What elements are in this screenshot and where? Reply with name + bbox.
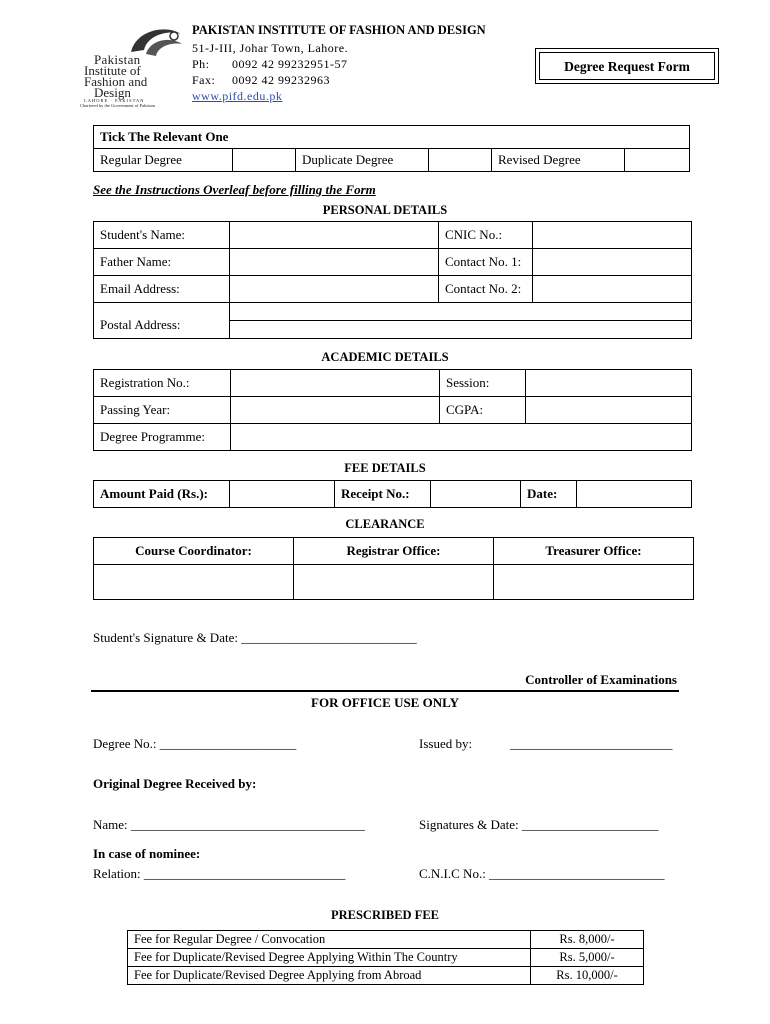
tick-title: Tick The Relevant One (94, 126, 690, 149)
postal-address-field-2[interactable] (230, 321, 692, 339)
issued-by-label: Issued by: (419, 736, 473, 751)
fee-details-title: FEE DETAILS (344, 461, 426, 475)
fax-label: Fax: (192, 73, 216, 87)
fee-amount: Rs. 8,000/- (531, 931, 644, 949)
degree-no-line[interactable]: Degree No.: _____________________ (93, 736, 297, 751)
registrar-office-header: Registrar Office: (294, 538, 494, 565)
contact2-field[interactable] (533, 276, 692, 303)
date-field[interactable] (577, 481, 692, 508)
logo-line5: LAHORE · PAKISTAN (84, 98, 145, 103)
institute-name: PAKISTAN INSTITUTE OF FASHION AND DESIGN (192, 23, 486, 37)
course-coordinator-sign[interactable] (94, 565, 294, 600)
website-link[interactable]: www.pifd.edu.pk (192, 89, 283, 103)
contact2-label: Contact No. 2: (439, 276, 533, 303)
form-title-box (535, 48, 719, 84)
fee-details-table (93, 480, 692, 508)
table-row (128, 949, 644, 967)
signatures-date-line[interactable]: Signatures & Date: _____________________ (419, 817, 659, 832)
logo-line2: Institute of (84, 63, 141, 78)
logo-line3: Fashion and (84, 74, 148, 89)
personal-details-title: PERSONAL DETAILS (322, 203, 448, 217)
date-label: Date: (521, 481, 577, 508)
issued-by-line[interactable]: _________________________ (510, 736, 673, 751)
fee-desc: Fee for Duplicate/Revised Degree Applying Within The Country (128, 949, 531, 967)
session-label: Session: (440, 370, 526, 397)
passing-year-field[interactable] (231, 397, 440, 424)
cnic-field[interactable] (533, 222, 692, 249)
registrar-office-sign[interactable] (294, 565, 494, 600)
student-signature-line[interactable]: Student's Signature & Date: ___________________________ (93, 630, 417, 645)
fee-desc: Fee for Regular Degree / Convocation (128, 931, 531, 949)
academic-details-title: ACADEMIC DETAILS (321, 350, 449, 364)
cgpa-label: CGPA: (440, 397, 526, 424)
father-name-label: Father Name: (94, 249, 230, 276)
session-field[interactable] (526, 370, 692, 397)
fee-amount: Rs. 10,000/- (531, 967, 644, 985)
divider-line (91, 690, 679, 692)
clearance-table (93, 537, 694, 600)
amount-label: Amount Paid (Rs.): (94, 481, 230, 508)
option-revised-checkbox[interactable] (625, 149, 690, 172)
logo-line4: Design (94, 85, 131, 100)
fee-amount: Rs. 5,000/- (531, 949, 644, 967)
logo-line6: Chartered by the Government of Pakistan (80, 103, 155, 108)
logo-line1: Pakistan (94, 52, 141, 67)
option-duplicate-checkbox[interactable] (429, 149, 492, 172)
phone-label: Ph: (192, 57, 210, 71)
treasurer-office-sign[interactable] (494, 565, 694, 600)
contact1-label: Contact No. 1: (439, 249, 533, 276)
cnic-line[interactable]: C.N.I.C No.: ___________________________ (419, 866, 665, 881)
registration-label: Registration No.: (94, 370, 231, 397)
relation-line[interactable]: Relation: _______________________________ (93, 866, 346, 881)
programme-field[interactable] (231, 424, 692, 451)
original-received-title: Original Degree Received by: (93, 776, 257, 791)
programme-label: Degree Programme: (94, 424, 231, 451)
phone-value: 0092 42 99232951-57 (232, 57, 348, 71)
form-title: Degree Request Form (539, 52, 715, 80)
clearance-title: CLEARANCE (345, 517, 425, 531)
email-label: Email Address: (94, 276, 230, 303)
controller-of-examinations: Controller of Examinations (525, 672, 677, 687)
contact1-field[interactable] (533, 249, 692, 276)
registration-field[interactable] (231, 370, 440, 397)
email-field[interactable] (230, 276, 439, 303)
name-line[interactable]: Name: ____________________________________ (93, 817, 365, 832)
option-regular-label: Regular Degree (94, 149, 233, 172)
postal-address-field-1[interactable] (230, 303, 692, 321)
cnic-label: CNIC No.: (439, 222, 533, 249)
table-row (128, 931, 644, 949)
amount-field[interactable] (230, 481, 335, 508)
cgpa-field[interactable] (526, 397, 692, 424)
receipt-field[interactable] (431, 481, 521, 508)
prescribed-fee-title: PRESCRIBED FEE (330, 908, 439, 922)
receipt-label: Receipt No.: (335, 481, 431, 508)
option-regular-checkbox[interactable] (233, 149, 296, 172)
academic-details-table (93, 369, 692, 451)
fee-desc: Fee for Duplicate/Revised Degree Applying from Abroad (128, 967, 531, 985)
table-row (128, 967, 644, 985)
nominee-title: In case of nominee: (93, 846, 201, 861)
tick-table (93, 125, 690, 172)
postal-address-label: Postal Address: (94, 303, 230, 339)
instructions-note: See the Instructions Overleaf before filling the Form (93, 182, 376, 197)
institute-address: 51-J-III, Johar Town, Lahore. (192, 41, 349, 55)
personal-details-table (93, 221, 692, 339)
student-name-label: Student's Name: (94, 222, 230, 249)
father-name-field[interactable] (230, 249, 439, 276)
option-duplicate-label: Duplicate Degree (296, 149, 429, 172)
passing-year-label: Passing Year: (94, 397, 231, 424)
institute-logo (80, 24, 188, 106)
option-revised-label: Revised Degree (492, 149, 625, 172)
fax-value: 0092 42 99232963 (232, 73, 330, 87)
prescribed-fee-table (127, 930, 644, 985)
treasurer-office-header: Treasurer Office: (494, 538, 694, 565)
course-coordinator-header: Course Coordinator: (94, 538, 294, 565)
office-use-title: FOR OFFICE USE ONLY (311, 695, 459, 710)
student-name-field[interactable] (230, 222, 439, 249)
